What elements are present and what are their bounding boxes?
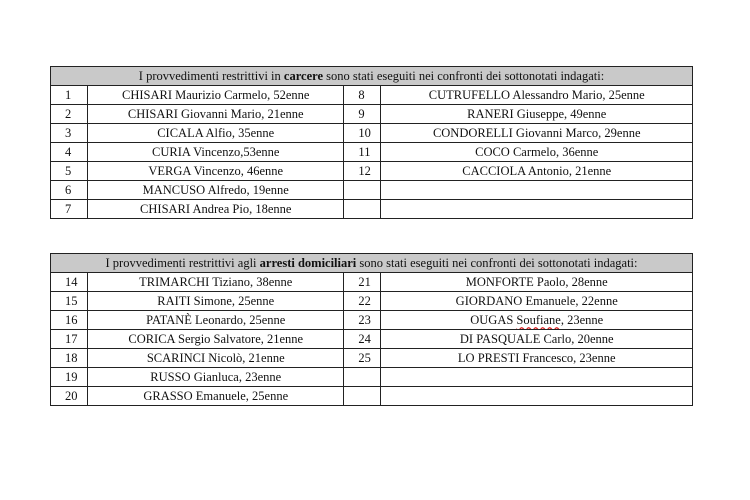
table-row <box>51 292 693 311</box>
header-bold-text: carcere <box>283 69 323 83</box>
person-name-right: GIORDANO Emanuele, 22enne <box>381 292 693 311</box>
spellcheck-flagged-word: Soufiane <box>516 313 561 327</box>
table-row <box>51 349 693 368</box>
row-number-right: 22 <box>344 292 381 311</box>
name-part: , 23enne <box>560 313 604 327</box>
domiciliari-header <box>51 254 693 273</box>
person-name-left: RUSSO Gianluca, 23enne <box>88 368 344 387</box>
row-number-left: 3 <box>51 124 88 143</box>
row-number-left: 1 <box>51 86 88 105</box>
row-number-left: 4 <box>51 143 88 162</box>
carcere-table <box>50 66 693 219</box>
table-row <box>51 200 693 219</box>
person-name-left: MANCUSO Alfredo, 19enne <box>88 181 344 200</box>
row-number-left: 7 <box>51 200 88 219</box>
person-name-left: SCARINCI Nicolò, 21enne <box>88 349 344 368</box>
row-number-left: 20 <box>51 387 88 406</box>
person-name-left: CHISARI Giovanni Mario, 21enne <box>88 105 344 124</box>
person-name-right: LO PRESTI Francesco, 23enne <box>381 349 693 368</box>
person-name-right <box>381 311 693 330</box>
person-name-left: GRASSO Emanuele, 25enne <box>88 387 344 406</box>
row-number-left: 17 <box>51 330 88 349</box>
person-name-left: PATANÈ Leonardo, 25enne <box>88 311 344 330</box>
person-name-right: COCO Carmelo, 36enne <box>381 143 693 162</box>
row-number-left: 14 <box>51 273 88 292</box>
name-part: OUGAS <box>470 313 517 327</box>
row-number-right <box>344 368 381 387</box>
table-row <box>51 86 693 105</box>
table-row <box>51 181 693 200</box>
person-name-left: CICALA Alfio, 35enne <box>88 124 344 143</box>
person-name-right <box>381 181 693 200</box>
row-number-left: 6 <box>51 181 88 200</box>
person-name-right <box>381 368 693 387</box>
person-name-left: CHISARI Andrea Pio, 18enne <box>88 200 344 219</box>
person-name-right: DI PASQUALE Carlo, 20enne <box>381 330 693 349</box>
table-row <box>51 311 693 330</box>
header-text: I provvedimenti restrittivi in <box>138 69 284 83</box>
person-name-right: CONDORELLI Giovanni Marco, 29enne <box>381 124 693 143</box>
table-row <box>51 368 693 387</box>
header-text: sono stati eseguiti nei confronti dei sottonotati indagati: <box>323 69 605 83</box>
table-row <box>51 330 693 349</box>
row-number-right: 23 <box>344 311 381 330</box>
person-name-right <box>381 387 693 406</box>
person-name-left: CURIA Vincenzo,53enne <box>88 143 344 162</box>
row-number-left: 2 <box>51 105 88 124</box>
table-row <box>51 387 693 406</box>
person-name-right: CACCIOLA Antonio, 21enne <box>381 162 693 181</box>
person-name-right: CUTRUFELLO Alessandro Mario, 25enne <box>381 86 693 105</box>
table-row <box>51 124 693 143</box>
row-number-right <box>344 181 381 200</box>
row-number-right: 12 <box>344 162 381 181</box>
person-name-left: RAITI Simone, 25enne <box>88 292 344 311</box>
row-number-right <box>344 200 381 219</box>
person-name-left: CORICA Sergio Salvatore, 21enne <box>88 330 344 349</box>
table-header-row <box>51 254 693 273</box>
row-number-right: 24 <box>344 330 381 349</box>
table-row <box>51 143 693 162</box>
table-row <box>51 105 693 124</box>
header-text: sono stati eseguiti nei confronti dei sottonotati indagati: <box>356 256 638 270</box>
table-row <box>51 162 693 181</box>
row-number-left: 19 <box>51 368 88 387</box>
header-bold-text: arresti domiciliari <box>259 256 357 270</box>
row-number-right <box>344 387 381 406</box>
table-header-row <box>51 67 693 86</box>
row-number-left: 18 <box>51 349 88 368</box>
person-name-left: CHISARI Maurizio Carmelo, 52enne <box>88 86 344 105</box>
table-row <box>51 273 693 292</box>
row-number-left: 16 <box>51 311 88 330</box>
header-text: I provvedimenti restrittivi agli <box>105 256 260 270</box>
carcere-header <box>51 67 693 86</box>
row-number-right: 25 <box>344 349 381 368</box>
row-number-right: 21 <box>344 273 381 292</box>
row-number-right: 8 <box>344 86 381 105</box>
domiciliari-table <box>50 253 693 406</box>
row-number-left: 5 <box>51 162 88 181</box>
row-number-right: 11 <box>344 143 381 162</box>
person-name-left: TRIMARCHI Tiziano, 38enne <box>88 273 344 292</box>
person-name-right: MONFORTE Paolo, 28enne <box>381 273 693 292</box>
row-number-right: 10 <box>344 124 381 143</box>
row-number-left: 15 <box>51 292 88 311</box>
row-number-right: 9 <box>344 105 381 124</box>
person-name-right <box>381 200 693 219</box>
person-name-right: RANERI Giuseppe, 49enne <box>381 105 693 124</box>
person-name-left: VERGA Vincenzo, 46enne <box>88 162 344 181</box>
